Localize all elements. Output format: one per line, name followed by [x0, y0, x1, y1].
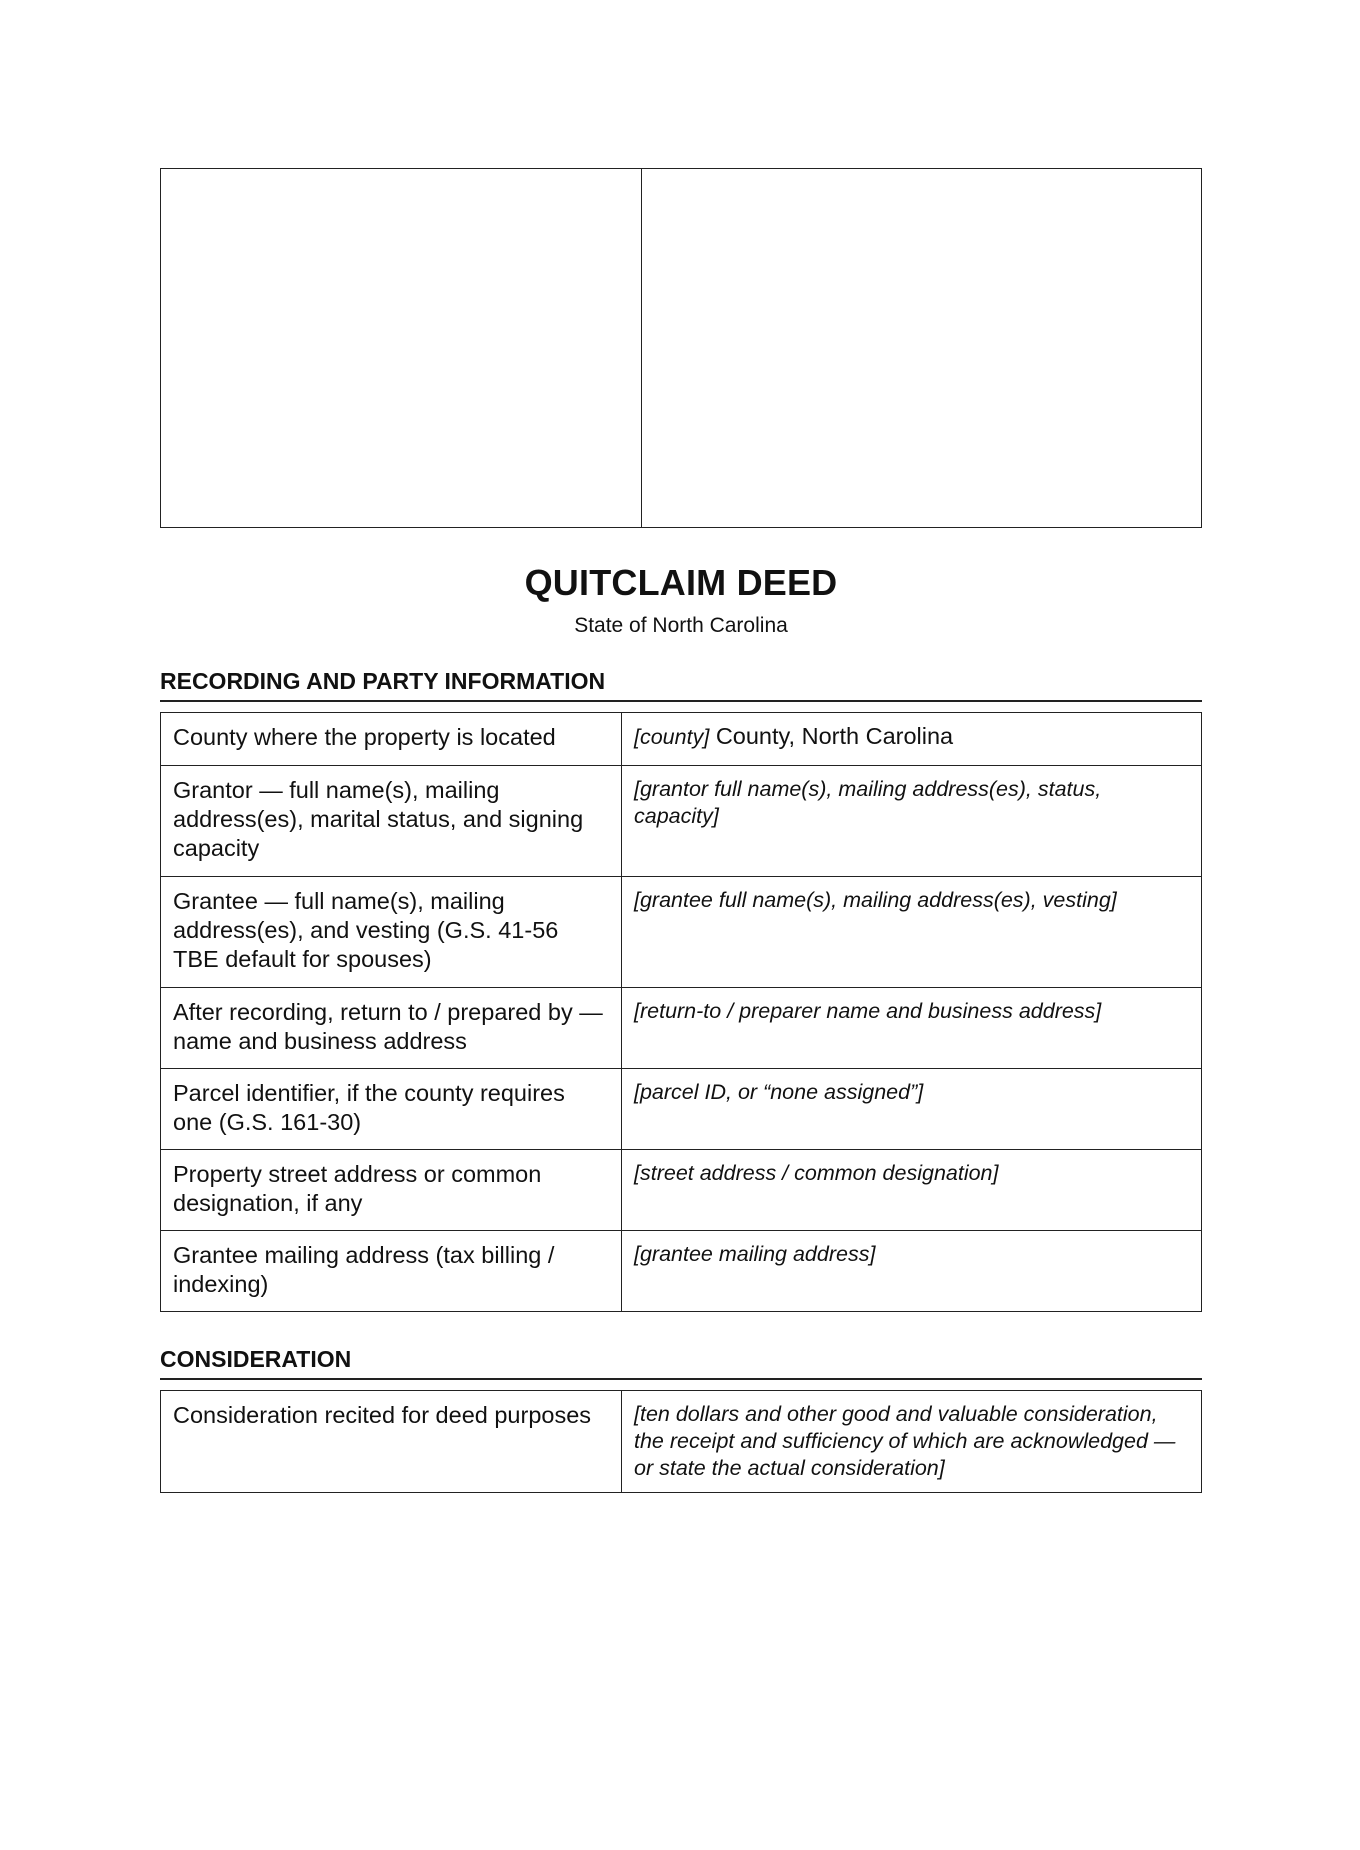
table-row — [161, 877, 1202, 988]
field-value[interactable]: [grantor full name(s), mailing address(es), status, capacity] — [622, 766, 1202, 877]
field-value[interactable]: [grantee mailing address] — [622, 1231, 1202, 1312]
field-label: County where the property is located — [161, 713, 622, 766]
table-row — [161, 988, 1202, 1069]
field-label: Parcel identifier, if the county requires one (G.S. 161-30) — [161, 1069, 622, 1150]
field-value[interactable]: [ten dollars and other good and valuable consideration, the receipt and sufficiency of which are acknowledged — or state the actual consideration] — [622, 1391, 1202, 1493]
recording-party-table — [160, 712, 1202, 1312]
county-placeholder: [county] — [634, 725, 710, 749]
table-row — [161, 1231, 1202, 1312]
document-title: QUITCLAIM DEED — [524, 562, 838, 603]
field-value[interactable]: [street address / common designation] — [622, 1150, 1202, 1231]
field-label: Grantee mailing address (tax billing / indexing) — [161, 1231, 622, 1312]
field-value[interactable]: [grantee full name(s), mailing address(es), vesting] — [622, 877, 1202, 988]
field-value[interactable] — [622, 713, 1202, 766]
recording-stamp-area — [160, 168, 1202, 528]
field-label: Grantor — full name(s), mailing address(es), marital status, and signing capacity — [161, 766, 622, 877]
table-row — [161, 1150, 1202, 1231]
field-value[interactable]: [parcel ID, or “none assigned”] — [622, 1069, 1202, 1150]
field-label: Consideration recited for deed purposes — [161, 1391, 622, 1493]
recording-stamp-right-cell — [642, 169, 1201, 527]
table-row — [161, 1069, 1202, 1150]
deed-page — [160, 168, 1202, 1493]
section-heading-recording: RECORDING AND PARTY INFORMATION — [160, 668, 1202, 702]
table-row — [161, 713, 1202, 766]
field-label: Grantee — full name(s), mailing address(es), and vesting (G.S. 41-56 TBE default for spouses) — [161, 877, 622, 988]
document-subtitle: State of North Carolina — [574, 614, 788, 637]
table-row — [161, 1391, 1202, 1493]
field-value[interactable]: [return-to / preparer name and business address] — [622, 988, 1202, 1069]
field-label: After recording, return to / prepared by — name and business address — [161, 988, 622, 1069]
county-suffix: County, North Carolina — [709, 723, 954, 749]
consideration-table — [160, 1390, 1202, 1493]
section-heading-consideration: CONSIDERATION — [160, 1346, 1202, 1380]
field-label: Property street address or common designation, if any — [161, 1150, 622, 1231]
table-row — [161, 766, 1202, 877]
recording-stamp-left-cell — [161, 169, 642, 527]
